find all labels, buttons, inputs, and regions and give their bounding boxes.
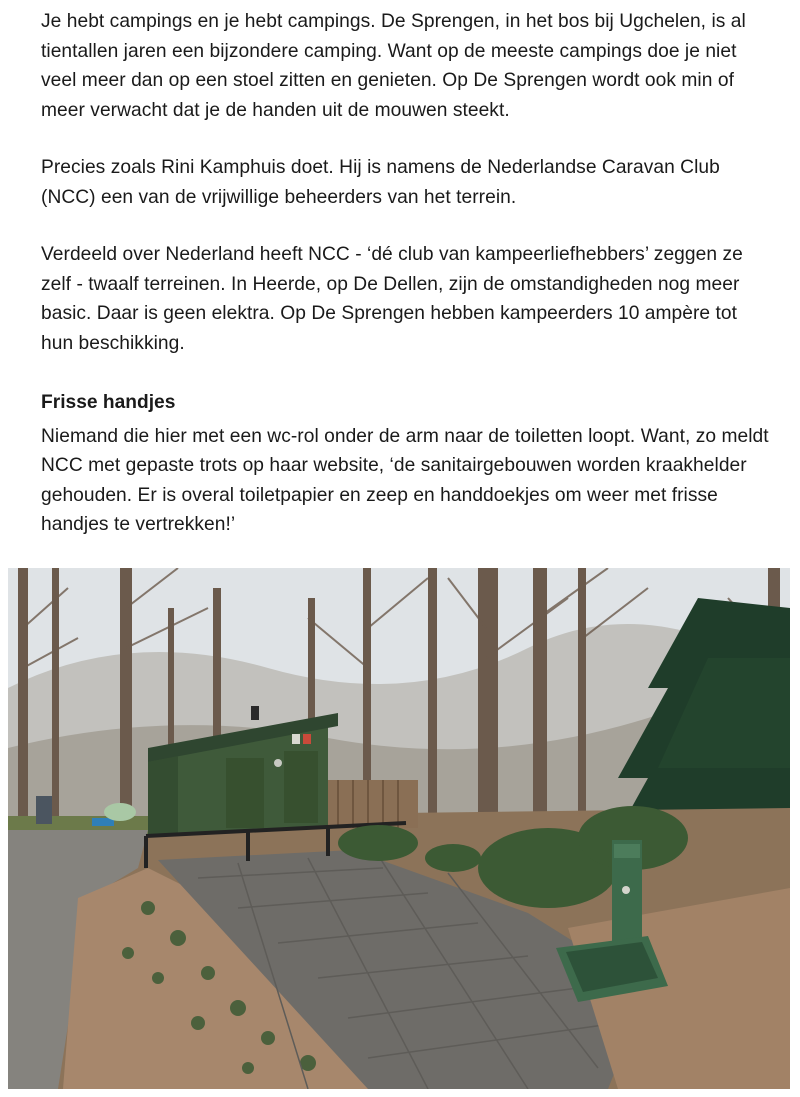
paragraph-sanitair: Niemand die hier met een wc-rol onder de arm naar de toiletten loopt. Want, zo meldt NCC met gepaste trots op haar website, ‘de sanitairgebouwen worden kraakhelder gehouden. Er is overal toiletpapier en zeep en handdoekjes om weer met frisse handjes te vertrekken!’ <box>41 425 769 535</box>
bin <box>36 796 52 824</box>
article-body <box>41 7 771 540</box>
subheading-frisse-handjes: Frisse handjes <box>41 392 176 413</box>
article-photo <box>8 568 790 1089</box>
campsite-photo-illustration <box>8 568 790 1089</box>
paragraph-terreinen: Verdeeld over Nederland heeft NCC - ‘dé club van kampeerliefhebbers’ zeggen ze zelf - twaalf terreinen. In Heerde, op De Dellen, zijn de omstandigheden nog meer basic. Daar is geen elektra. Op De Sprengen hebben kampeerders 10 ampère tot hun beschikking. <box>41 244 743 354</box>
paragraph-rini: Precies zoals Rini Kamphuis doet. Hij is namens de Nederlandse Caravan Club (NCC) een van de vrijwillige beheerders van het terrein. <box>41 157 720 208</box>
wooden-fence <box>328 780 418 828</box>
paragraph-intro: Je hebt campings en je hebt campings. De Sprengen, in het bos bij Ugchelen, is al tientallen jaren een bijzondere camping. Want op de meeste campings doe je niet veel meer dan op een stoel zitten en genieten. Op De Sprengen wordt ook min of meer verwacht dat je de handen uit de mouwen steekt. <box>41 11 746 121</box>
